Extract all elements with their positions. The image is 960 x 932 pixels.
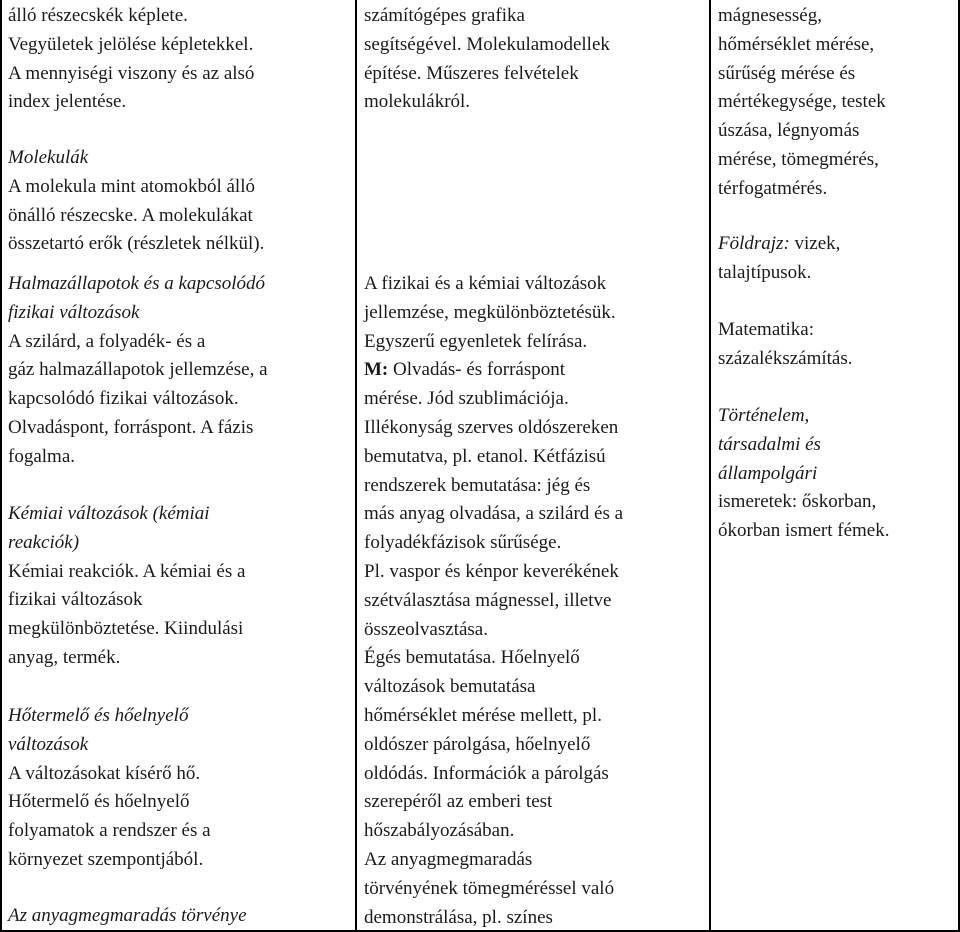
text-line: törvényének tömegméréssel való xyxy=(364,877,615,899)
text-line: fizikai változások xyxy=(8,589,143,611)
text-line: mérése. Jód szublimációja. xyxy=(364,388,569,410)
text-line: A molekula mint atomokból álló xyxy=(8,175,255,197)
text-line: segítségével. Molekulamodellek xyxy=(364,33,610,55)
text-line: sűrűség mérése és xyxy=(718,62,856,84)
text-line: más anyag olvadása, a szilárd és a xyxy=(364,503,624,525)
table-border-left xyxy=(0,0,2,932)
text-line: molekulákról. xyxy=(364,91,471,113)
bold-prefix: M: xyxy=(364,359,389,381)
text-line: jellemzése, megkülönböztetésük. xyxy=(364,301,616,323)
text-line: oldószer párolgása, hőelnyelő xyxy=(364,733,591,755)
text-block xyxy=(8,270,268,472)
subject-label: Földrajz: xyxy=(718,233,790,254)
text-line: álló részecskék képlete. xyxy=(8,5,188,26)
text-line: összeolvasztása. xyxy=(364,618,488,640)
text-line: megkülönböztetése. Kiindulási xyxy=(8,618,244,640)
subject-label: Történelem, xyxy=(718,405,810,426)
section-heading: változások xyxy=(8,733,89,755)
text-line: mértékegysége, testek xyxy=(718,91,886,113)
text-line: A változásokat kísérő hő. xyxy=(8,762,201,784)
text-block xyxy=(718,402,889,546)
text-line: számítógépes grafika xyxy=(364,5,525,26)
text-line: hőmérséklet mérése mellett, pl. xyxy=(364,704,602,726)
column-divider-2 xyxy=(709,0,711,932)
text-block xyxy=(718,230,840,288)
text-line: környezet szempontjából. xyxy=(8,848,204,870)
text-block xyxy=(364,270,623,932)
text-line: folyadékfázisok sűrűsége. xyxy=(364,532,562,554)
text-line: oldódás. Információk a párolgás xyxy=(364,762,609,784)
section-heading: fizikai változások xyxy=(8,301,140,323)
section-heading: Molekulák xyxy=(8,147,89,168)
text-line: hőszabályozásában. xyxy=(364,820,515,842)
text-block xyxy=(8,702,211,875)
section-heading: Kémiai változások (kémiai xyxy=(8,503,210,524)
text-line: építése. Műszeres felvételek xyxy=(364,62,579,84)
text-line: ismeretek: őskorban, xyxy=(718,491,877,513)
text-line: változások bemutatása xyxy=(364,676,536,698)
text-line: szerepéről az emberi test xyxy=(364,791,553,813)
text-line: Kémiai reakciók. A kémiai és a xyxy=(8,560,246,582)
subject-label: állampolgári xyxy=(718,462,818,484)
column-divider-1 xyxy=(355,0,357,932)
text-line: A szilárd, a folyadék- és a xyxy=(8,330,206,352)
text-line: kapcsolódó fizikai változások. xyxy=(8,388,239,410)
text-line: fogalma. xyxy=(8,445,76,467)
text-line: bemutatva, pl. etanol. Kétfázisú xyxy=(364,445,606,467)
text-line: anyag, termék. xyxy=(8,646,121,668)
text-line: Olvadáspont, forráspont. A fázis xyxy=(8,416,254,438)
text-line: Az anyagmegmaradás xyxy=(364,848,533,870)
text-fragment: vizek, xyxy=(789,233,841,254)
text-block xyxy=(364,2,610,117)
text-line: A fizikai és a kémiai változások xyxy=(364,273,607,294)
text-block xyxy=(718,2,886,204)
section-heading: Az anyagmegmaradás törvénye xyxy=(8,905,247,926)
text-line: talajtípusok. xyxy=(718,261,812,283)
text-line: szétválasztása mágnessel, illetve xyxy=(364,589,612,611)
subject-label: társadalmi és xyxy=(718,433,821,455)
text-block xyxy=(718,316,853,374)
text-block xyxy=(8,2,254,117)
text-line: úszása, légnyomás xyxy=(718,120,860,142)
text-line xyxy=(364,356,623,385)
text-line: térfogatmérés. xyxy=(718,177,828,199)
text-line: Pl. vaspor és kénpor keverékének xyxy=(364,560,619,582)
text-line: gáz halmazállapotok jellemzése, a xyxy=(8,359,268,381)
text-line: Matematika: xyxy=(718,319,815,340)
text-line: ókorban ismert fémek. xyxy=(718,520,890,542)
text-line: hőmérséklet mérése, xyxy=(718,33,875,55)
section-heading: Halmazállapotok és a kapcsolódó xyxy=(8,273,266,294)
text-line: index jelentése. xyxy=(8,91,127,113)
section-heading: reakciók) xyxy=(8,531,80,553)
text-line: mérése, tömegmérés, xyxy=(718,148,879,170)
text-line: Egyszerű egyenletek felírása. xyxy=(364,330,588,352)
text-line: demonstrálása, pl. színes xyxy=(364,906,553,928)
text-line xyxy=(718,230,840,259)
text-block xyxy=(8,500,245,673)
text-line: folyamatok a rendszer és a xyxy=(8,820,211,842)
text-line: mágnesesség, xyxy=(718,5,822,26)
text-block xyxy=(8,144,264,259)
section-heading: Hőtermelő és hőelnyelő xyxy=(8,705,189,726)
text-fragment: Olvadás- és forráspont xyxy=(388,359,566,381)
text-line: Vegyületek jelölése képletekkel. xyxy=(8,33,254,55)
text-block xyxy=(8,902,247,931)
text-line: rendszerek bemutatása: jég és xyxy=(364,474,591,496)
text-line: önálló részecske. A molekulákat xyxy=(8,204,253,226)
text-line: százalékszámítás. xyxy=(718,347,853,369)
table-border-right xyxy=(958,0,960,932)
text-line: Illékonyság szerves oldószereken xyxy=(364,416,619,438)
text-line: összetartó erők (részletek nélkül). xyxy=(8,233,265,255)
text-line: Hőtermelő és hőelnyelő xyxy=(8,791,190,813)
text-line: A mennyiségi viszony és az alsó xyxy=(8,62,255,84)
text-line: Égés bemutatása. Hőelnyelő xyxy=(364,647,580,669)
